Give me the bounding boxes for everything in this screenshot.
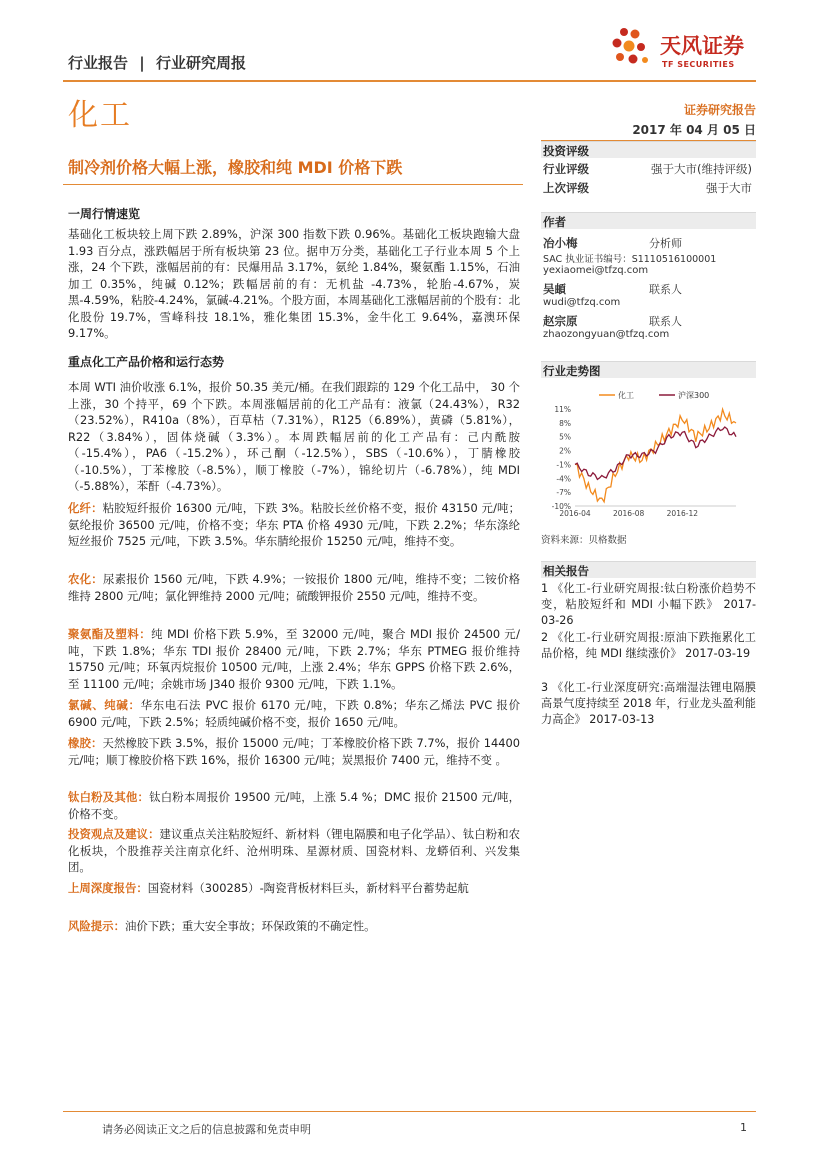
last-rating-value: 强于大市 — [706, 181, 752, 195]
products-paragraph: 本周 WTI 油价收涨 6.1%，报价 50.35 美元/桶。在我们跟踪的 129 个化工品中， 30 个上涨，30 个持平，69 个下跌。本周涨幅居前的化工产品有：液氯（24.43%），R32（23.52%），R410a（8%），百草枯（7.31%），R125（6.89%），黄磷（5.81%），R22（3.84%），固体烧碱（3.3%）。本周跌幅居前的化工产品有：己内酰胺（-15.4%），PA6（-15.2%），环己酮（-12.5%），SBS（-10.6%），丁腈橡胶（-10.5%），丁苯橡胶（-8.5%），顺丁橡胶（-7%），锦纶切片（-6.78%），纯 MDI（-5.88%），苯酐（-4.73%）。 — [68, 380, 520, 493]
polyurethane-label: 聚氨酯及塑料： — [68, 627, 152, 641]
chlor-alkali-paragraph — [68, 697, 520, 730]
author-3 — [541, 313, 756, 343]
x-tick-label: 2016-08 — [612, 509, 645, 518]
report-date: 2017 年 04 月 05 日 — [632, 123, 756, 137]
rubber-label: 橡胶： — [68, 736, 103, 750]
author-2-role: 联系人 — [649, 283, 682, 296]
y-tick-label: -10% — [551, 502, 571, 511]
logo-en-text: TF SECURITIES — [662, 60, 735, 69]
y-tick-label: 5% — [559, 432, 571, 442]
tf-securities-logo — [608, 24, 758, 72]
header-divider — [63, 80, 756, 82]
series-line-csi300 — [575, 427, 736, 479]
subcategory-label: 行业研究周报 — [155, 54, 246, 72]
author-1-role: 分析师 — [649, 237, 682, 250]
author-1-email: yexiaomei@tfzq.com — [543, 265, 649, 276]
author-2-name: 吴頔 — [543, 282, 566, 296]
industry-rating-label: 行业评级 — [543, 162, 589, 176]
y-tick-label: -7% — [556, 488, 571, 498]
last-rating-row — [541, 180, 756, 196]
author-1-name: 冶小梅 — [543, 236, 578, 250]
trend-chart-svg — [541, 379, 756, 529]
rubber-text: 天然橡胶下跌 3.5%，报价 15000 元/吨；丁苯橡胶价格下跌 7.7%，报价 14400 元/吨；顺丁橡胶价格下跌 16%，报价 16300 元/吨；炭黑报价 7400 元，维持不变 。 — [68, 736, 520, 767]
y-tick-label: -1% — [556, 460, 571, 470]
weekly-paragraph: 基础化工板块较上周下跌 2.89%，沪深 300 指数下跌 0.96%。基础化工板块跑输大盘 1.93 百分点，涨跌幅居于所有板块第 23 位。据申万分类，基础化工子行业本周 5 个上涨，24 个下跌，涨幅居前的有：民爆用品 3.17%，氨纶 1.84%，聚氨酯 1.15%，石油加工 0.35%，纯碱 0.12%；跌幅居前的有：无机盐 -4.73%，轮胎-4.67%，炭黑-4.59%，粘胶-4.24%，氯碱-4.21%。个股方面，本周基础化工涨幅居前的个股有：北化股份 19.7%，雪峰科技 18.1%，雅化集团 15.3%，金牛化工 9.64%，嘉澳环保 9.17%。 — [68, 227, 520, 340]
footer-disclaimer[interactable]: 请务必阅读正文之后的信息披露和免责申明 — [102, 1123, 311, 1136]
risk-paragraph — [68, 918, 520, 935]
y-tick-label: -4% — [556, 474, 571, 484]
related-report-1[interactable]: 1 《化工-行业研究周报:钛白粉涨价趋势不变，粘胶短纤和 MDI 小幅下跌》 2017-03-26 — [541, 582, 756, 627]
author-3-role: 联系人 — [649, 315, 682, 328]
author-1-cert: SAC 执业证书编号：S1110516100001 — [543, 254, 717, 265]
chlor-alkali-text: 华东电石法 PVC 报价 6170 元/吨，下跌 0.8%；华东乙烯法 PVC 报价 6900 元/吨，下跌 2.5%；轻质纯碱价格不变，报价 1650 元/吨。 — [68, 698, 520, 729]
deep-report-label: 上周深度报告： — [68, 881, 148, 895]
agrochem-label: 农化： — [68, 572, 103, 586]
products-section-title: 重点化工产品价格和运行态势 — [68, 355, 225, 369]
deep-report-text: 国瓷材料（300285）-陶瓷背板材料巨头，新材料平台蓄势起航 — [147, 881, 469, 895]
investment-text: 建议重点关注粘胶短纤、新材料（锂电隔膜和电子化学品）、钛白粉和农化板块，个股推荐关注南京化纤、沧州明珠、星源材质、国瓷材料、龙蟒佰利、兴发集团。 — [68, 827, 520, 874]
x-tick-label: 2016-12 — [666, 509, 699, 518]
chlor-alkali-label: 氯碱、纯碱： — [68, 698, 141, 712]
investment-paragraph — [68, 826, 520, 876]
related-section-title: 相关报告 — [541, 561, 756, 578]
y-tick-label: 11% — [554, 405, 571, 414]
x-tick-label: 2016-04 — [559, 509, 591, 518]
titanium-label: 钛白粉及其他： — [68, 790, 150, 804]
author-3-email: zhaozongyuan@tfzq.com — [543, 329, 670, 340]
fiber-text: 粘胶短纤报价 16300 元/吨，下跌 3%。粘胶长丝价格不变，报价 43150 元/吨；氨纶报价 36500 元/吨，价格不变；华东 PTA 价格 4930 元/吨，下跌 2.2%；华东涤纶短丝报价 7525 元/吨，下跌 3.5%。华东腈纶报价 15250 元/吨，维持不变。 — [68, 501, 520, 548]
related-report-3[interactable]: 3 《化工-行业深度研究:高端湿法锂电隔膜高景气度持续至 2018 年，行业龙头盈利能力高企》 2017-03-13 — [541, 681, 756, 726]
author-2 — [541, 281, 756, 311]
last-rating-label: 上次评级 — [543, 181, 589, 195]
legend-label: 沪深300 — [678, 391, 710, 400]
polyurethane-paragraph — [68, 626, 520, 692]
agrochem-text: 尿素报价 1560 元/吨，下跌 4.9%；一铵报价 1800 元/吨，维持不变；二铵价格维持 2800 元/吨；氯化钾维持 2000 元/吨；硫酸钾报价 2550 元/吨，维持不变。 — [68, 572, 520, 603]
industry-rating-row — [541, 161, 756, 177]
fiber-paragraph — [68, 500, 520, 550]
polyurethane-text: 纯 MDI 价格下跌 5.9%，至 32000 元/吨，聚合 MDI 报价 24500 元/吨，下跌 1.8%；华东 TDI 报价 28400 元/吨，下跌 2.7%；华东 PTMEG 报价维持 15750 元/吨；环氧丙烷报价 10500 元/吨，上涨 2.4%；华东 GPPS 价格下跌 2.6%，至 11100 元/吨；余姚市场 J340 报价 9300 元/吨，下跌 1.1%。 — [68, 627, 520, 691]
y-tick-label: 8% — [559, 418, 571, 428]
logo-cn-text: 天风证券 — [660, 34, 744, 58]
author-1 — [541, 235, 756, 280]
titanium-paragraph — [68, 789, 520, 822]
series-line-chemical — [575, 409, 736, 502]
rubber-paragraph — [68, 735, 520, 768]
author-3-name: 赵宗原 — [543, 314, 578, 328]
industry-rating-value: 强于大市(维持评级) — [651, 162, 752, 176]
weekly-section-title: 一周行情速览 — [68, 207, 141, 221]
category-separator: | — [139, 54, 145, 72]
fiber-label: 化纤： — [68, 501, 103, 515]
trend-section-title: 行业走势图 — [541, 361, 756, 378]
legend-label: 化工 — [618, 391, 634, 400]
headline: 制冷剂价格大幅上涨，橡胶和纯 MDI 价格下跌 — [68, 158, 403, 177]
risk-label: 风险提示： — [68, 919, 125, 933]
page-number: 1 — [740, 1121, 747, 1134]
y-tick-label: 2% — [559, 446, 571, 456]
titanium-text: 钛白粉本周报价 19500 元/吨，上涨 5.4 %；DMC 报价 21500 元/吨，价格不变。 — [68, 790, 520, 821]
risk-text: 油价下跌；重大安全事故；环保政策的不确定性。 — [124, 919, 376, 933]
agrochem-paragraph — [68, 571, 520, 604]
category-label: 行业报告 — [68, 54, 129, 72]
report-type: 证券研究报告 — [683, 103, 756, 117]
investment-label: 投资观点及建议： — [68, 827, 160, 841]
sector-title: 化工 — [68, 98, 132, 133]
rating-section-title: 投资评级 — [541, 141, 756, 158]
industry-trend-chart — [541, 379, 756, 529]
logo-flower-icon — [608, 24, 656, 72]
deep-report-paragraph — [68, 880, 520, 897]
footer-divider — [63, 1111, 756, 1112]
authors-section-title: 作者 — [541, 212, 756, 229]
headline-underline — [63, 184, 523, 185]
related-report-2[interactable]: 2 《化工-行业研究周报:原油下跌拖累化工品价格，纯 MDI 继续涨价》 2017-03-19 — [541, 631, 756, 660]
author-2-email: wudi@tfzq.com — [543, 297, 621, 308]
report-category — [68, 52, 246, 73]
chart-source: 资料来源：贝格数据 — [541, 535, 627, 546]
